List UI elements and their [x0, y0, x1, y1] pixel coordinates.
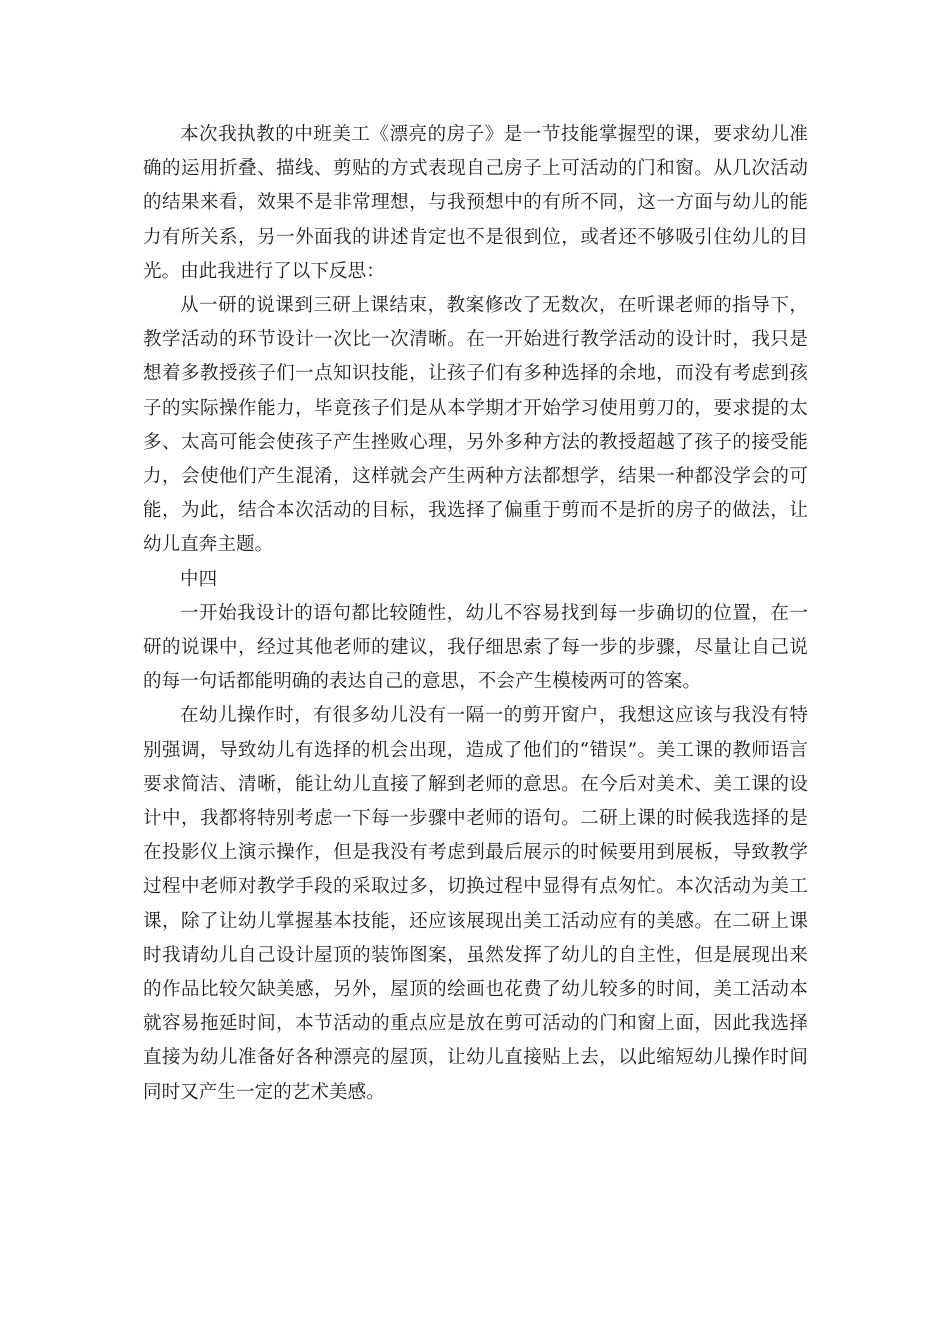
document-body [143, 118, 808, 1110]
paragraph-language: 一开始我设计的语句都比较随性，幼儿不容易找到每一步确切的位置，在一研的说课中，经过其他老师的建议，我仔细思索了每一步的步骤，尽量让自己说的每一句话都能明确的表达自己的意思，不会产生模棱两可的答案。 [143, 602, 808, 693]
paragraph-intro: 本次我执教的中班美工《漂亮的房子》是一节技能掌握型的课，要求幼儿准确的运用折叠、描线、剪贴的方式表现自己房子上可活动的门和窗。从几次活动的结果来看，效果不是非常理想，与我预想中的有所不同，这一方面与幼儿的能力有所关系，另一外面我的讲述肯定也不是很到位，或者还不够吸引住幼儿的目光。由此我进行了以下反思： [143, 124, 808, 282]
paragraph-lesson-design: 从一研的说课到三研上课结束，教案修改了无数次，在听课老师的指导下，教学活动的环节设计一次比一次清晰。在一开始进行教学活动的设计时，我只是想着多教授孩子们一点知识技能，让孩子们有多种选择的余地，而没有考虑到孩子的实际操作能力，毕竟孩子们是从本学期才开始学习使用剪刀的，要求提的太多、太高可能会使孩子产生挫败心理，另外多种方法的教授超越了孩子的接受能力，会使他们产生混淆，这样就会产生两种方法都想学，结果一种都没学会的可能，为此，结合本次活动的目标，我选择了偏重于剪而不是折的房子的做法，让幼儿直奔主题。 [143, 295, 808, 556]
paragraph-operation: 在幼儿操作时，有很多幼儿没有一隔一的剪开窗户，我想这应该与我没有特别强调，导致幼儿有选择的机会出现，造成了他们的“错误”。美工课的教师语言要求简洁、清晰，能让幼儿直接了解到老师的意思。在今后对美术、美工课的设计中，我都将特别考虑一下每一步骤中老师的语句。二研上课的时候我选择的是在投影仪上演示操作，但是我没有考虑到最后展示的时候要用到展板，导致教学过程中老师对教学手段的采取过多，切换过程中显得有点匆忙。本次活动为美工课，除了让幼儿掌握基本技能，还应该展现出美工活动应有的美感。在二研上课时我请幼儿自己设计屋顶的装饰图案，虽然发挥了幼儿的自主性，但是展现出来的作品比较欠缺美感，另外，屋顶的绘画也花费了幼儿较多的时间，美工活动本就容易拖延时间，本节活动的重点应是放在剪可活动的门和窗上面，因此我选择直接为幼儿准备好各种漂亮的屋顶，让幼儿直接贴上去，以此缩短幼儿操作时间同时又产生一定的艺术美感。 [143, 705, 808, 1103]
paragraph-section-label: 中四 [180, 568, 218, 590]
